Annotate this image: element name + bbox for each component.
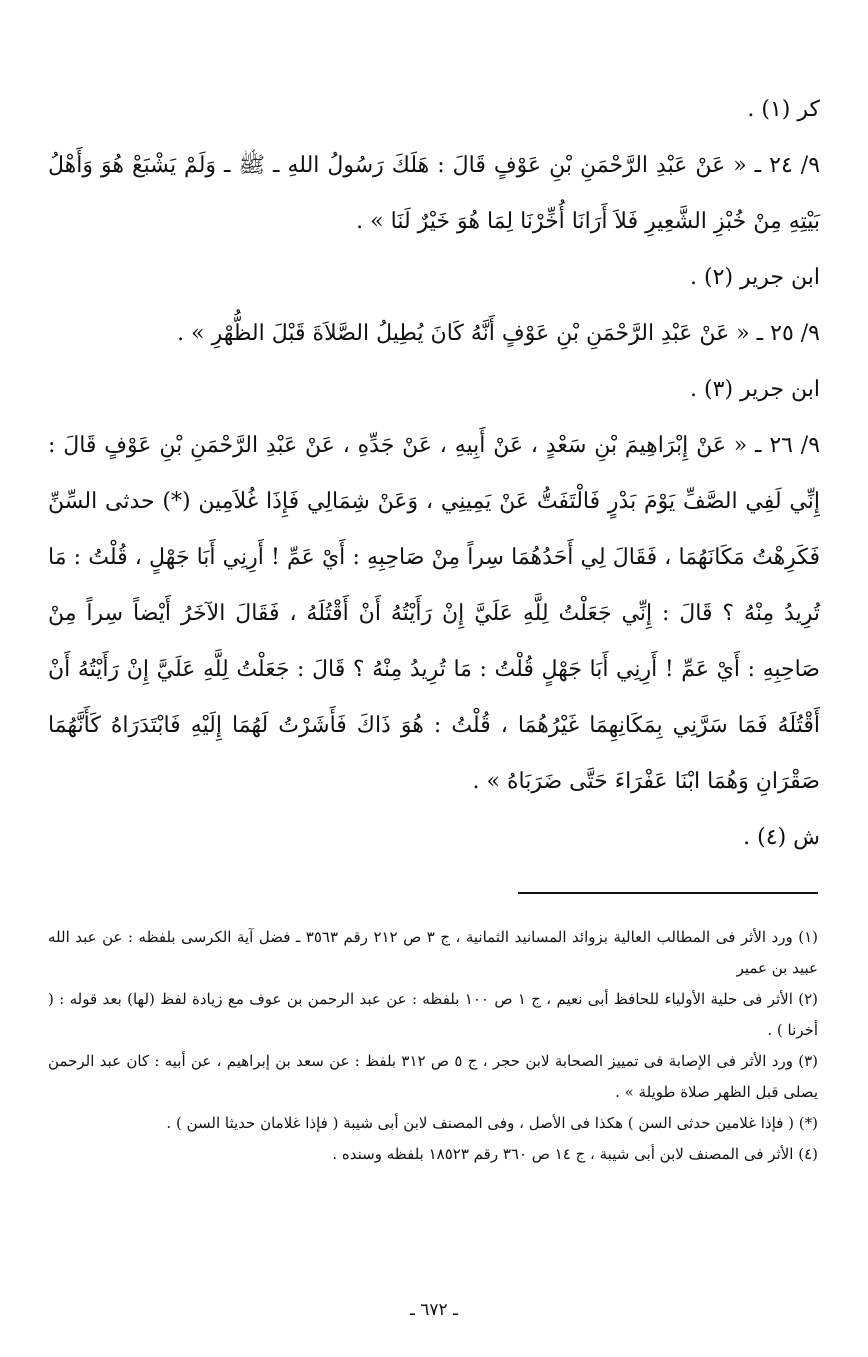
footnote-4: (٤) الأثر فى المصنف لابن أبى شيبة ، ج ١٤ ص ٣٦٠ رقم ١٨٥٢٣ بلفظه وسنده . (332, 1145, 818, 1163)
page-number: ـ ٦٧٢ ـ (409, 1300, 459, 1320)
footnote-divider (518, 892, 818, 894)
footnote-3: (٣) ورد الأثر فى الإصابة فى تمييز الصحابة لابن حجر ، ج ٥ ص ٣١٢ بلفظ : عن سعد بن إبراهيم ، عن أبيه : كان عبد الرحمن يصلى قبل الظهر صلاة طويلة » . (48, 1052, 819, 1101)
source-reference-26: ش (٤) . (743, 825, 820, 850)
footnote-1: (١) ورد الأثر فى المطالب العالية بزوائد المسانيد الثمانية ، ج ٣ ص ٢١٢ رقم ٣٥٦٣ ـ فضل آية الكرسى بلفظه : عن عبد الله عبيد بن عمير (48, 928, 818, 977)
source-reference-25: ابن جرير (٣) . (690, 377, 820, 402)
footnotes (48, 922, 818, 1170)
source-reference-24: ابن جرير (٢) . (690, 265, 820, 290)
hadith-26: ٩/ ٢٦ ـ « عَنْ إِبْرَاهِيمَ بْنِ سَعْدٍ ، عَنْ أَبِيهِ ، عَنْ جَدِّهِ ، عَنْ عَبْدِ الرَّحْمَنِ بْنِ عَوْفٍ قَالَ : إِنِّي لَفِي الصَّفِّ يَوْمَ بَدْرٍ فَالْتَفَتُّ عَنْ يَمِينِي ، وَعَنْ شِمَالِي فَإِذَا غُلاَمِين (*) حدثى السِّنِّ فَكَرِهْتُ مَكَانَهُمَا ، فَقَالَ لِي أَحَدُهُمَا سِراً مِنْ صَاحِبِهِ : أَيْ عَمِّ ! أَرِنِي أَبَا جَهْلٍ ، قُلْتُ : مَا تُرِيدُ مِنْهُ ؟ قَالَ : إِنِّي جَعَلْتُ لِلَّهِ عَلَيَّ إِنْ رَأَيْتُهُ أَنْ أَقْتُلَهُ ، فَقَالَ الآخَرُ أَيْضاً سِراً مِنْ صَاحِبِهِ : أَيْ عَمِّ ! أَرِنِي أَبَا جَهْلٍ قُلْتُ : مَا تُرِيدُ مِنْهُ ؟ قَالَ : جَعَلْتُ لِلَّهِ عَلَيَّ إِنْ رَأَيْتُهُ أَنْ أَقْتُلَهُ فَمَا سَرَّنِي بِمَكَانِهِمَا غَيْرُهُمَا ، قُلْتُ : هُوَ ذَاكَ فَأَشَرْتُ لَهُمَا إِلَيْهِ فَابْتَدَرَاهُ كَأَنَّهُمَا صَقْرَانِ وَهُمَا ابْنَا عَفْرَاءَ حَتَّى ضَرَبَاهُ » . (48, 433, 821, 794)
source-reference-top: كر (١) . (747, 97, 820, 122)
footnote-star: (*) ( فإذا غلامين حدثى السن ) هكذا فى الأصل ، وفى المصنف لابن أبى شيبة ( فإذا غلامان حديثا السن ) . (166, 1114, 818, 1132)
main-text (48, 82, 820, 866)
hadith-25: ٩/ ٢٥ ـ « عَنْ عَبْدِ الرَّحْمَنِ بْنِ عَوْفٍ أَنَّهُ كَانَ يُطِيلُ الصَّلاَةَ قَبْلَ الظُّهْرِ » . (177, 321, 820, 346)
footnote-2: (٢) الأثر فى حلية الأولياء للحافظ أبى نعيم ، ج ١ ص ١٠٠ بلفظه : عن عبد الرحمن بن عوف مع زيادة لفظ (لها) بعد قوله : ( أخرنا ) . (48, 990, 819, 1039)
hadith-24: ٩/ ٢٤ ـ « عَنْ عَبْدِ الرَّحْمَنِ بْنِ عَوْفٍ قَالَ : هَلَكَ رَسُولُ اللهِ ـ ﷺ ـ وَلَمْ يَشْبَعْ هُوَ وَأَهْلُ بَيْتِهِ مِنْ خُبْزِ الشَّعِيرِ فَلاَ أَرَانَا أُخِّرْنَا لِمَا هُوَ خَيْرٌ لَنَا » . (48, 153, 821, 234)
